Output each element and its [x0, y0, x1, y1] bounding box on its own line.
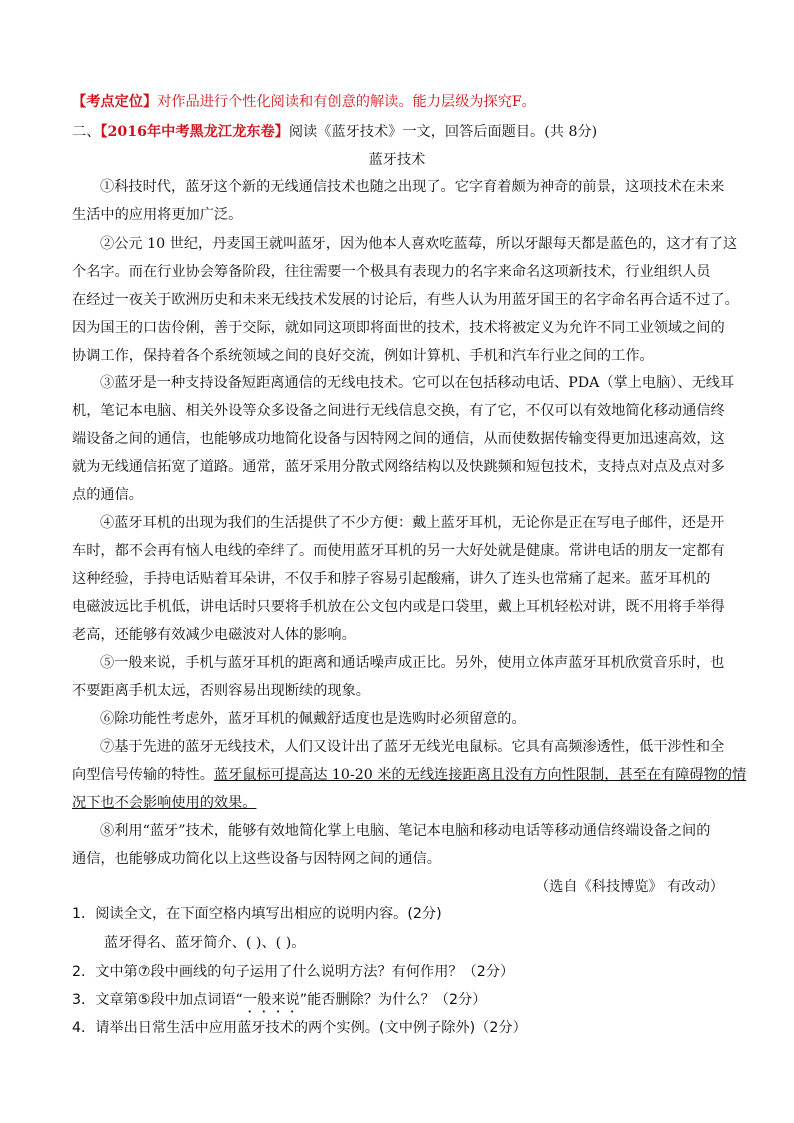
paragraph-3-line: 点的通信。	[72, 487, 143, 503]
underlined-sentence: 况下也不会影响使用的效果。	[72, 795, 257, 811]
section-prefix: 二、	[72, 124, 101, 140]
section-source: 【2016年中考黑龙江龙东卷】	[100, 124, 289, 140]
paragraph-3-line: 端设备之间的通信，也能够成功地简化设备与因特网之间的通信，从而使数据传输变得更加迅速高效，这	[72, 431, 725, 447]
paragraph-8-line: ⑧利用“蓝牙”技术，能够有效地简化掌上电脑、笔记本电脑和移动电话等移动通信终端设备之间的	[100, 823, 711, 839]
paragraph-7-plain-text: 向型信号传输的特性。	[72, 767, 214, 783]
paragraph-2-line: ②公元 10 世纪，丹麦国王就叫蓝牙，因为他本人喜欢吃蓝莓，所以牙龈每天都是蓝色的，这才有了这	[100, 236, 738, 252]
paragraph-3-line: ③蓝牙是一种支持设备短距离通信的无线电技术。它可以在包括移动电话、PDA（掌上电脑）、无线耳	[100, 375, 735, 391]
question-3-suffix: ”能否删除？为什么？（2分）	[299, 992, 487, 1008]
exam-point-text: 对作品进行个性化阅读和有创意的解读。能力层级为探究F。	[157, 94, 536, 110]
paragraph-7-line	[72, 765, 747, 785]
paragraph-3-line: 机，笔记本电脑、相关外设等众多设备之间进行无线信息交换，有了它，不仅可以有效地简化移动通信终	[72, 403, 725, 419]
paragraph-6-line: ⑥除功能性考虑外，蓝牙耳机的佩戴舒适度也是选购时必须留意的。	[100, 711, 526, 727]
paragraph-7-line	[72, 793, 722, 813]
question-1-fill-blanks: 蓝牙得名、蓝牙简介、( )、( )。	[104, 935, 306, 951]
paragraph-3-line: 就为无线通信拓宽了道路。通常，蓝牙采用分散式网络结构以及快跳频和短包技术，支持点对点及点对多	[72, 459, 725, 475]
dotted-keyword: 一般来说	[242, 992, 300, 1008]
question-1: 1．阅读全文，在下面空格内填写出相应的说明内容。(2分)	[72, 906, 442, 922]
paragraph-7-line: ⑦基于先进的蓝牙无线技术，人们又设计出了蓝牙无线光电鼠标。它具有高频渗透性，低干涉性和全	[100, 739, 725, 755]
paragraph-4-line: 电磁波远比手机低，讲电话时只要将手机放在公文包内或是口袋里，戴上耳机轻松对讲，既不用将手举得	[72, 599, 725, 615]
question-2: 2．文中第⑦段中画线的句子运用了什么说明方法？有何作用？（2分）	[72, 964, 515, 980]
paragraph-8-line: 通信，也能够成功简化以上这些设备与因特网之间的通信。	[72, 851, 441, 867]
paragraph-5-line: 不要距离手机太远，否则容易出现断续的现象。	[72, 683, 370, 699]
question-3	[72, 990, 722, 1016]
exam-point-line	[72, 92, 722, 112]
section-instruction: 阅读《蓝牙技术》一文，回答后面题目。(共 8分)	[288, 124, 598, 140]
paragraph-2-line: 个名字。而在行业协会筹备阶段，往往需要一个极具有表现力的名字来命名这项新技术，行业组织人员	[72, 264, 711, 280]
question-3-prefix: 3．文章第⑤段中加点词语“	[72, 992, 243, 1008]
paragraph-4-line: 老高，还能够有效减少电磁波对人体的影响。	[72, 627, 356, 643]
paragraph-2-line: 协调工作，保持着各个系统领域之间的良好交流，例如计算机、手机和汽车行业之间的工作。	[72, 348, 654, 364]
paragraph-1-line: ①科技时代，蓝牙这个新的无线通信技术也随之出现了。它字育着颇为神奇的前景，这项技术在未来	[100, 179, 725, 195]
exam-point-label: 【考点定位】	[72, 94, 158, 110]
paragraph-2-line: 因为国王的口齿伶俐，善于交际，就如同这项即将面世的技术，技术将被定义为允许不同工业领域之间的	[72, 320, 725, 336]
paragraph-4-line: 车时，都不会再有恼人电线的牵绊了。而使用蓝牙耳机的另一大好处就是健康。常讲电话的朋友一定都有	[72, 543, 725, 559]
paragraph-4-line: ④蓝牙耳机的出现为我们的生活提供了不少方便：戴上蓝牙耳机，无论你是正在写电子邮件，还是开	[100, 515, 725, 531]
underlined-sentence: 蓝牙鼠标可提高达 10-20 米的无线连接距离且没有方向性限制，甚至在有障碍物的情	[213, 767, 747, 783]
paragraph-1-line: 生活中的应用将更加广泛。	[72, 207, 243, 223]
article-source: （选自《科技博览》 有改动）	[535, 879, 724, 895]
section-heading	[72, 122, 722, 142]
paragraph-4-line: 这种经验，手持电话贴着耳朵讲，不仅手和脖子容易引起酸痛，讲久了连头也常痛了起来。蓝牙耳机的	[72, 571, 711, 587]
paragraph-2-line: 在经过一夜关于欧洲历史和未来无线技术发展的讨论后，有些人认为用蓝牙国王的名字命名再合适不过了。	[72, 292, 739, 308]
question-4: 4．请举出日常生活中应用蓝牙技术的两个实例。(文中例子除外)（2分）	[72, 1020, 527, 1036]
article-title: 蓝牙技术	[368, 152, 426, 168]
paragraph-5-line: ⑤一般来说，手机与蓝牙耳机的距离和通话噪声成正比。另外，使用立体声蓝牙耳机欣赏音乐时，也	[100, 655, 725, 671]
